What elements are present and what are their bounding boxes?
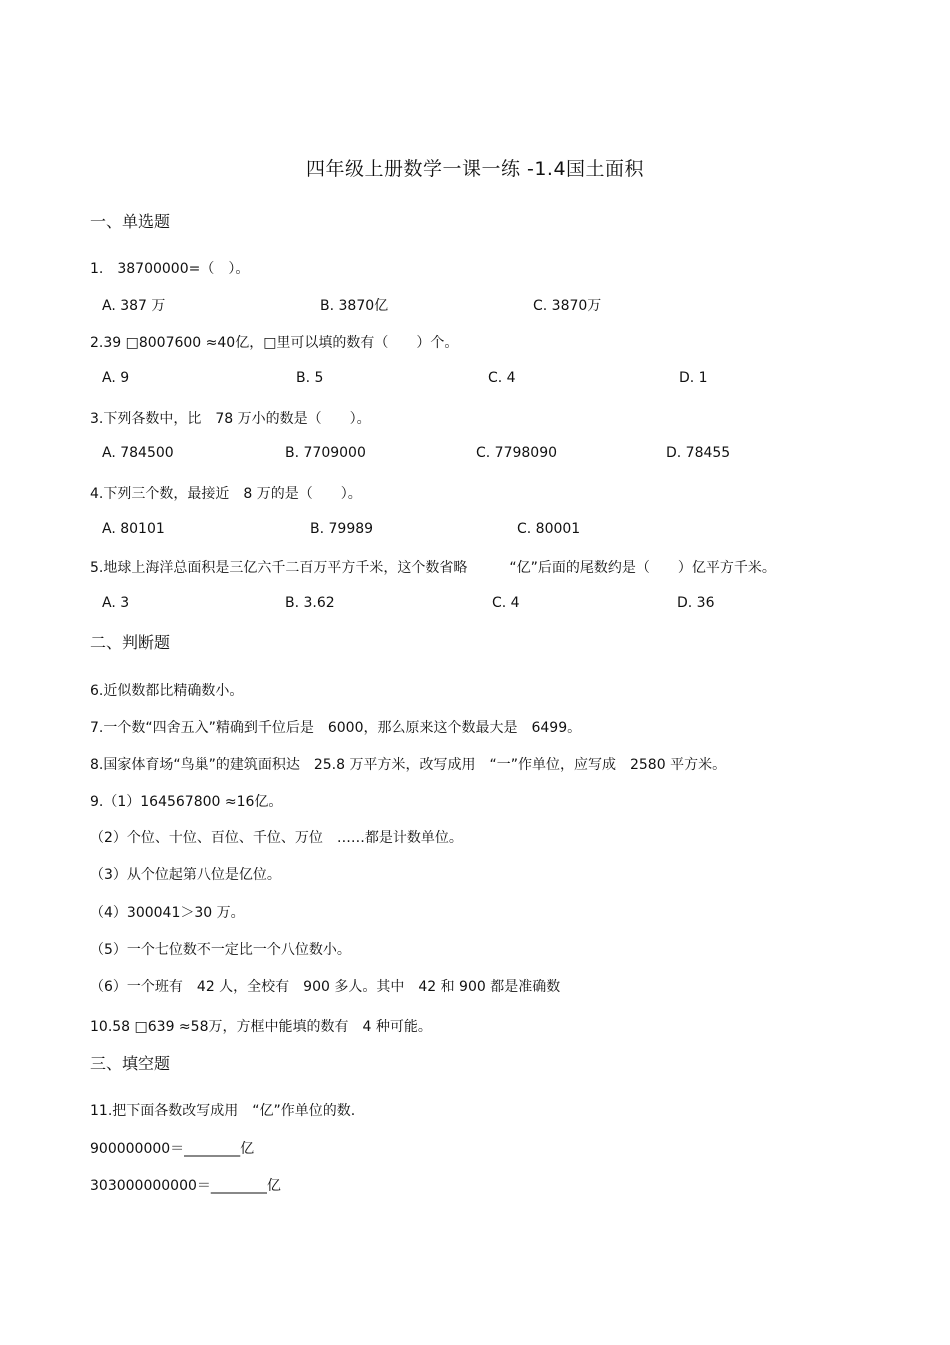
question-5-option-d: D. 36 <box>677 595 715 611</box>
question-11-item-1: 900000000＝________亿 <box>90 1141 255 1157</box>
question-1-option-b: B. 3870亿 <box>320 298 389 314</box>
question-3-stem: 3.下列各数中，比 78 万小的数是（ ）。 <box>90 411 371 427</box>
section-heading-true-false: 二、判断题 <box>90 633 171 652</box>
question-4-option-c: C. 80001 <box>517 521 581 537</box>
question-9-part-5: （5）一个七位数不一定比一个八位数小。 <box>90 942 351 958</box>
question-7: 7.一个数“四舍五入”精确到千位后是 6000，那么原来这个数最大是 6499。 <box>90 720 582 736</box>
question-4-option-b: B. 79989 <box>310 521 374 537</box>
question-9-part-4: （4）300041＞30 万。 <box>90 905 245 921</box>
question-4-stem: 4.下列三个数，最接近 8 万的是（ ）。 <box>90 486 362 502</box>
section-heading-single-choice: 一、单选题 <box>90 212 171 231</box>
question-9-part-1: 9.（1）164567800 ≈16亿。 <box>90 794 283 810</box>
question-1-option-c: C. 3870万 <box>533 298 602 314</box>
question-4-option-a: A. 80101 <box>102 521 165 537</box>
question-3-option-d: D. 78455 <box>666 445 731 461</box>
question-9-part-2: （2）个位、十位、百位、千位、万位 ……都是计数单位。 <box>90 830 463 846</box>
question-6: 6.近似数都比精确数小。 <box>90 683 244 699</box>
question-3-option-b: B. 7709000 <box>285 445 366 461</box>
question-2-option-b: B. 5 <box>296 370 324 386</box>
question-3-option-c: C. 7798090 <box>476 445 558 461</box>
question-2-option-d: D. 1 <box>679 370 708 386</box>
question-1-stem: 1. 38700000=（ ）。 <box>90 261 250 277</box>
question-2-option-a: A. 9 <box>102 370 130 386</box>
question-5-option-c: C. 4 <box>492 595 520 611</box>
question-3-option-a: A. 784500 <box>102 445 174 461</box>
question-5-option-b: B. 3.62 <box>285 595 335 611</box>
question-2-option-c: C. 4 <box>488 370 516 386</box>
question-1-option-a: A. 387 万 <box>102 298 166 314</box>
question-5-stem: 5.地球上海洋总面积是三亿六千二百万平方千米，这个数省略 “亿”后面的尾数约是（ ）亿平方千米。 <box>90 560 776 576</box>
question-5-option-a: A. 3 <box>102 595 130 611</box>
section-heading-fill-blank: 三、填空题 <box>90 1054 171 1073</box>
question-10: 10.58 □639 ≈58万，方框中能填的数有 4 种可能。 <box>90 1019 432 1035</box>
question-8: 8.国家体育场“鸟巢”的建筑面积达 25.8 万平方米，改写成用 “一”作单位，应写成 2580 平方米。 <box>90 757 727 773</box>
question-2-stem: 2.39 □8007600 ≈40亿，□里可以填的数有（ ）个。 <box>90 335 459 351</box>
question-11-stem: 11.把下面各数改写成用 “亿”作单位的数. <box>90 1103 356 1119</box>
question-9-part-6: （6）一个班有 42 人，全校有 900 多人。其中 42 和 900 都是准确数 <box>90 979 561 995</box>
question-11-item-2: 303000000000＝________亿 <box>90 1178 281 1194</box>
question-9-part-3: （3）从个位起第八位是亿位。 <box>90 867 281 883</box>
document-title: 四年级上册数学一课一练 -1.4国土面积 <box>305 158 645 180</box>
